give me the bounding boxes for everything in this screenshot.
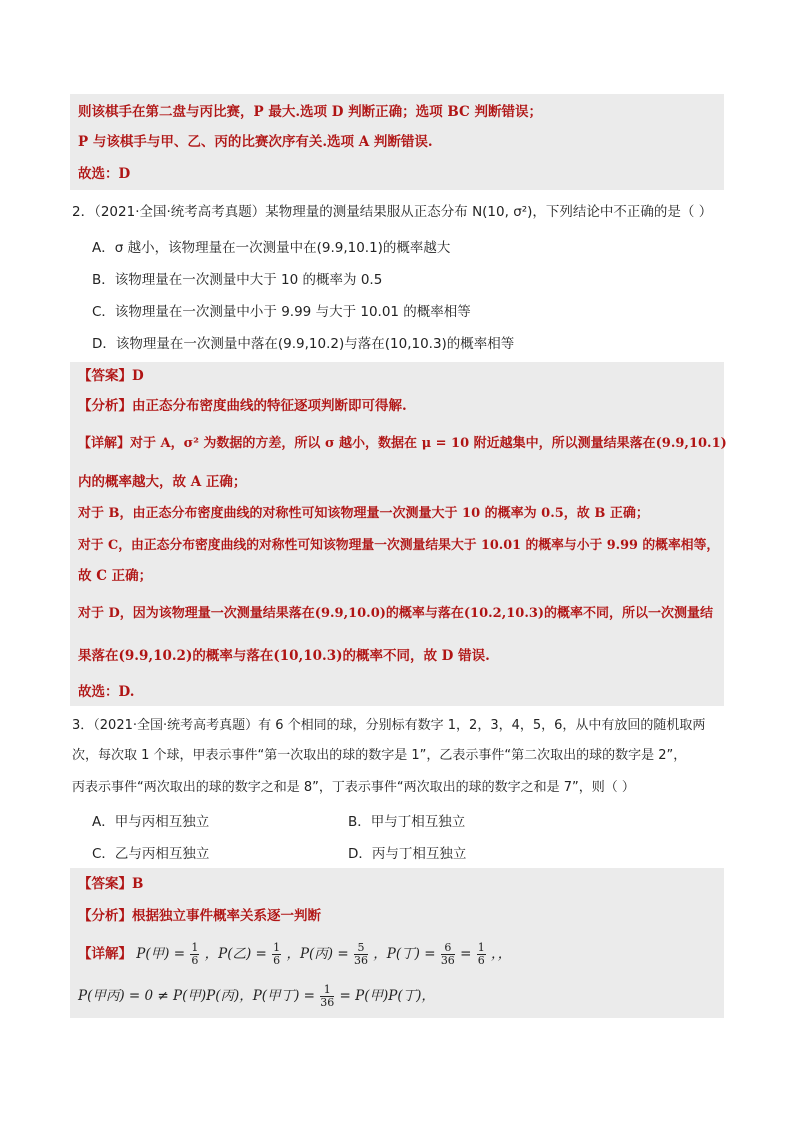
detail-line: 内的概率越大，故 A 正确； (78, 474, 247, 490)
final-choice: 故选：D (78, 166, 131, 182)
option-b: B．甲与丁相互独立 (348, 814, 466, 830)
option-c: C．乙与丙相互独立 (92, 846, 210, 862)
final-choice: 故选：D. (78, 684, 135, 700)
analysis-text: 【分析】由正态分布密度曲线的特征逐项判断即可得解. (78, 398, 407, 414)
detail-label: 【详解】 (78, 946, 132, 962)
detail-line: 果落在(9.9,10.2)的概率与落在(10,10.3)的概率不同，故 D 错误. (78, 648, 490, 664)
fraction: $\frac{1}{6}$ (273, 941, 281, 967)
solution-line: 则该棋手在第二盘与丙比赛，P 最大.选项 D 判断正确；选项 BC 判断错误； (78, 104, 542, 120)
option-a: A．σ 越小，该物理量在一次测量中在(9.9,10.1)的概率越大 (92, 240, 451, 256)
fraction: $\frac{1}{36}$ (320, 983, 335, 1009)
detail-line: 故 C 正确； (78, 568, 153, 584)
question-stem: 2．（2021·全国·统考高考真题）某物理量的测量结果服从正态分布 N(10, σ²)，下列结论中不正确的是（ ） (72, 204, 713, 220)
option-d: D．丙与丁相互独立 (348, 846, 467, 862)
detail-formula: 【详解】 P(甲) = $\frac{1}{6}$ ，P(乙) = $\frac{1}{6}$ ，P(丙) = $\frac{5}{36}$ ，P(丁) = $\frac{6}{36}$ = $\frac{1}{6}$ ，， (78, 941, 512, 967)
detail-line: 对于 D，因为该物理量一次测量结果落在(9.9,10.0)的概率与落在(10.2,10.3)的概率不同，所以一次测量结 (78, 606, 714, 621)
analysis-text: 【分析】根据独立事件概率关系逐一判断 (78, 908, 321, 924)
detail-line: 对于 B，由正态分布密度曲线的对称性可知该物理量一次测量大于 10 的概率为 0.5，故 B 正确； (78, 506, 649, 521)
option-b: B．该物理量在一次测量中大于 10 的概率为 0.5 (92, 272, 383, 288)
question-stem: 3．（2021·全国·统考高考真题）有 6 个相同的球，分别标有数字 1，2，3，4，5，6，从中有放回的随机取两 (72, 718, 706, 733)
fraction: $\frac{6}{36}$ (440, 941, 455, 967)
solution-line: P 与该棋手与甲、乙、丙的比赛次序有关.选项 A 判断错误. (78, 134, 433, 150)
fraction: $\frac{5}{36}$ (353, 941, 368, 967)
fraction: $\frac{1}{6}$ (477, 941, 485, 967)
fraction: $\frac{1}{6}$ (191, 941, 199, 967)
option-c: C．该物理量在一次测量中小于 9.99 与大于 10.01 的概率相等 (92, 304, 471, 320)
question-stem: 丙表示事件“两次取出的球的数字之和是 8”，丁表示事件“两次取出的球的数字之和是 7”，则（ ） (72, 780, 635, 795)
answer-label: 【答案】B (78, 876, 144, 892)
option-a: A．甲与丙相互独立 (92, 814, 210, 830)
answer-label: 【答案】D (78, 368, 144, 384)
question-stem: 次，每次取 1 个球，甲表示事件“第一次取出的球的数字是 1”，乙表示事件“第二次取出的球的数字是 2”， (72, 748, 687, 763)
option-d: D．该物理量在一次测量中落在(9.9,10.2)与落在(10,10.3)的概率相等 (92, 336, 515, 352)
detail-formula: P(甲丙) = 0 ≠ P(甲)P(丙)，P(甲丁) = $\frac{1}{36}$ = P(甲)P(丁)， (78, 983, 435, 1009)
detail-line: 【详解】对于 A，σ² 为数据的方差，所以 σ 越小，数据在 μ = 10 附近越集中，所以测量结果落在(9.9,10.1) (78, 436, 727, 451)
detail-line: 对于 C，由正态分布密度曲线的对称性可知该物理量一次测量结果大于 10.01 的概率与小于 9.99 的概率相等， (78, 538, 720, 553)
